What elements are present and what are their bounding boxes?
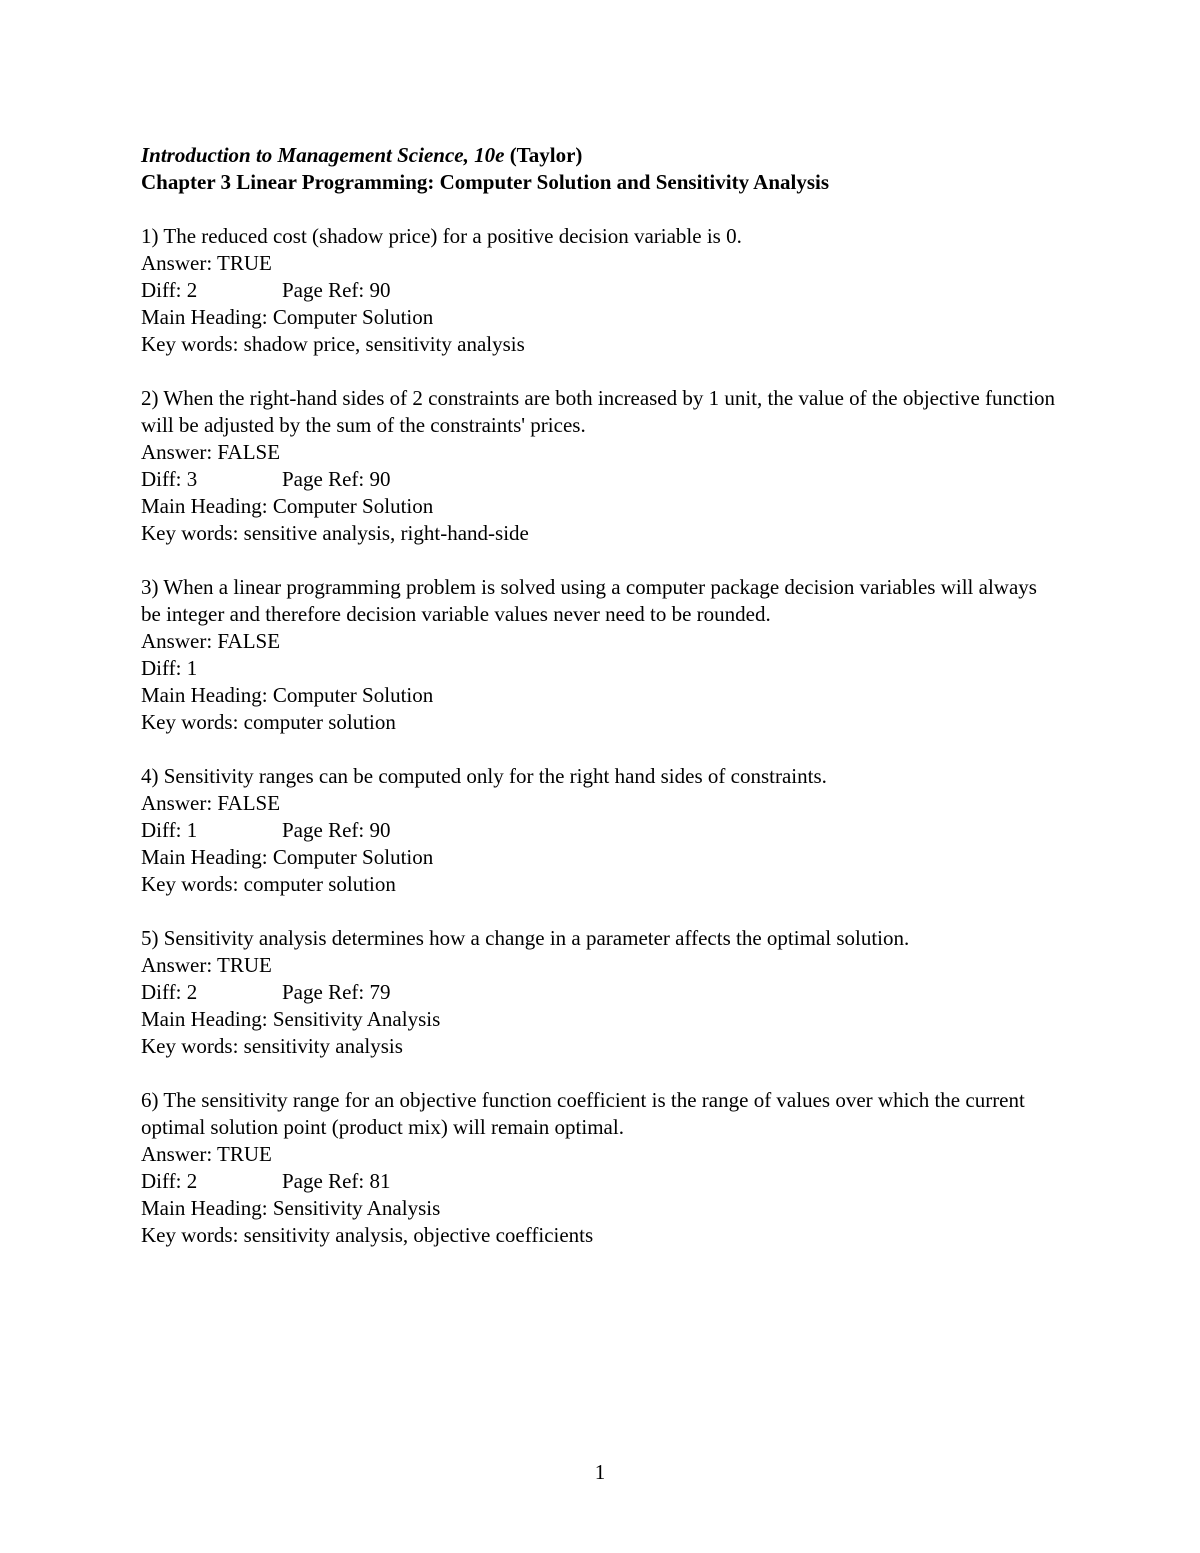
question-item (141, 385, 1061, 547)
question-number: 4) (141, 764, 159, 788)
diff-value: 2 (186, 278, 198, 302)
page-ref-value: 90 (369, 467, 391, 491)
key-words-label: Key words: (141, 332, 244, 356)
key-words-line (141, 520, 1061, 547)
page-ref-value: 81 (369, 1169, 391, 1193)
key-words-label: Key words: (141, 521, 244, 545)
page-ref-label: Page Ref: (282, 980, 370, 1004)
page-ref-value: 79 (369, 980, 391, 1004)
answer-line (141, 790, 1061, 817)
diff-field (141, 466, 282, 493)
question-text-line (141, 763, 1061, 790)
question-text: Sensitivity analysis determines how a change in a parameter affects the optimal solution. (163, 926, 910, 950)
key-words-line (141, 1033, 1061, 1060)
question-item (141, 574, 1061, 736)
key-words-value: sensitivity analysis, objective coefficients (243, 1223, 594, 1247)
main-heading-value: Computer Solution (272, 845, 434, 869)
question-item (141, 1087, 1061, 1249)
key-words-label: Key words: (141, 1034, 244, 1058)
diff-field (141, 979, 282, 1006)
answer-value: TRUE (217, 1142, 272, 1166)
diff-label: Diff: (141, 818, 187, 842)
answer-label: Answer: (141, 629, 218, 653)
main-heading-value: Sensitivity Analysis (272, 1196, 441, 1220)
page-ref-label: Page Ref: (282, 278, 370, 302)
diff-line (141, 277, 1061, 304)
key-words-value: computer solution (243, 872, 396, 896)
page-number: 1 (594, 1460, 606, 1484)
main-heading-line (141, 1006, 1061, 1033)
page-ref-label: Page Ref: (282, 467, 370, 491)
answer-value: FALSE (217, 440, 281, 464)
diff-value: 1 (186, 818, 198, 842)
document-page (141, 142, 1061, 1249)
question-text-line (141, 223, 1061, 250)
book-title-line (141, 142, 1061, 169)
diff-line (141, 466, 1061, 493)
key-words-label: Key words: (141, 1223, 244, 1247)
book-title: Introduction to Management Science, 10e (141, 143, 505, 167)
answer-line (141, 439, 1061, 466)
diff-label: Diff: (141, 278, 187, 302)
question-text: When a linear programming problem is solved using a computer package decision variables will always be integer and therefore decision variable values never need to be rounded. (141, 575, 1037, 626)
diff-value: 3 (186, 467, 198, 491)
question-text-line (141, 925, 1061, 952)
diff-field (141, 277, 282, 304)
diff-field (141, 1168, 282, 1195)
main-heading-line (141, 844, 1061, 871)
key-words-value: shadow price, sensitivity analysis (243, 332, 525, 356)
answer-value: FALSE (217, 629, 281, 653)
answer-label: Answer: (141, 440, 218, 464)
key-words-value: computer solution (243, 710, 396, 734)
key-words-value: sensitivity analysis (243, 1034, 403, 1058)
main-heading-label: Main Heading: (141, 305, 273, 329)
page-ref-value: 90 (369, 278, 391, 302)
diff-value: 1 (186, 656, 198, 680)
main-heading-value: Computer Solution (272, 683, 434, 707)
main-heading-value: Sensitivity Analysis (272, 1007, 441, 1031)
book-author: (Taylor) (509, 143, 583, 167)
question-text: Sensitivity ranges can be computed only for the right hand sides of constraints. (163, 764, 827, 788)
answer-line (141, 952, 1061, 979)
question-number: 2) (141, 386, 159, 410)
main-heading-label: Main Heading: (141, 1196, 273, 1220)
question-item (141, 925, 1061, 1060)
diff-value: 2 (186, 980, 198, 1004)
question-text-line (141, 385, 1061, 439)
key-words-label: Key words: (141, 710, 244, 734)
question-text-line (141, 1087, 1061, 1141)
diff-value: 2 (186, 1169, 198, 1193)
question-text: The sensitivity range for an objective function coefficient is the range of values over which the current optimal solution point (product mix) will remain optimal. (141, 1088, 1025, 1139)
chapter-title: Chapter 3 Linear Programming: Computer Solution and Sensitivity Analysis (141, 170, 830, 194)
key-words-line (141, 1222, 1061, 1249)
answer-label: Answer: (141, 1142, 218, 1166)
key-words-label: Key words: (141, 872, 244, 896)
diff-field (141, 817, 282, 844)
main-heading-line (141, 304, 1061, 331)
answer-value: TRUE (217, 251, 272, 275)
diff-field (141, 655, 282, 682)
answer-label: Answer: (141, 251, 218, 275)
question-text: When the right-hand sides of 2 constraints are both increased by 1 unit, the value of the objective function will be adjusted by the sum of the constraints' prices. (141, 386, 1056, 437)
main-heading-label: Main Heading: (141, 683, 273, 707)
diff-line (141, 655, 1061, 682)
answer-value: TRUE (217, 953, 272, 977)
question-number: 5) (141, 926, 159, 950)
diff-line (141, 1168, 1061, 1195)
question-item (141, 223, 1061, 358)
diff-label: Diff: (141, 467, 187, 491)
main-heading-value: Computer Solution (272, 494, 434, 518)
diff-label: Diff: (141, 656, 187, 680)
answer-line (141, 250, 1061, 277)
main-heading-line (141, 682, 1061, 709)
question-number: 3) (141, 575, 159, 599)
question-list (141, 223, 1061, 1249)
answer-label: Answer: (141, 953, 218, 977)
question-text: The reduced cost (shadow price) for a positive decision variable is 0. (163, 224, 742, 248)
main-heading-line (141, 1195, 1061, 1222)
page-ref-label: Page Ref: (282, 1169, 370, 1193)
answer-value: FALSE (217, 791, 281, 815)
answer-line (141, 628, 1061, 655)
key-words-line (141, 709, 1061, 736)
main-heading-label: Main Heading: (141, 1007, 273, 1031)
main-heading-label: Main Heading: (141, 845, 273, 869)
question-number: 1) (141, 224, 159, 248)
question-item (141, 763, 1061, 898)
page-ref-value: 90 (369, 818, 391, 842)
diff-label: Diff: (141, 980, 187, 1004)
question-text-line (141, 574, 1061, 628)
diff-label: Diff: (141, 1169, 187, 1193)
question-number: 6) (141, 1088, 159, 1112)
diff-line (141, 979, 1061, 1006)
key-words-line (141, 871, 1061, 898)
diff-line (141, 817, 1061, 844)
main-heading-line (141, 493, 1061, 520)
page-ref-label: Page Ref: (282, 818, 370, 842)
key-words-line (141, 331, 1061, 358)
answer-label: Answer: (141, 791, 218, 815)
answer-line (141, 1141, 1061, 1168)
main-heading-label: Main Heading: (141, 494, 273, 518)
key-words-value: sensitive analysis, right-hand-side (243, 521, 529, 545)
main-heading-value: Computer Solution (272, 305, 434, 329)
